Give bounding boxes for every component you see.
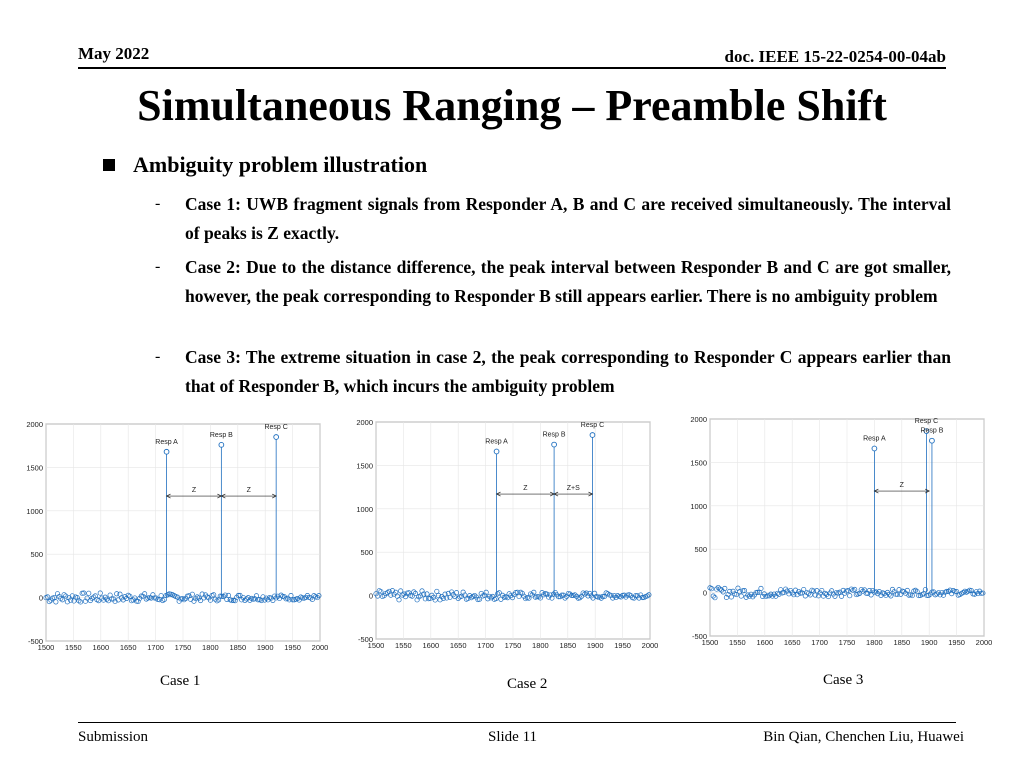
peak-label: Resp A [155,438,178,446]
x-tick-label: 1750 [838,638,856,647]
chart-case-2 [348,414,668,658]
x-tick-label: 1550 [65,643,82,652]
peak-marker [872,446,877,451]
case-1-text: Case 1: UWB fragment signals from Responder A, B and C are received simultaneously. The interval of peaks is Z exactly. [185,194,951,243]
peak-label: Resp B [542,431,566,439]
interval-label: Z+S [566,485,580,493]
footer-slide-number: Slide 11 [488,729,538,745]
y-tick-label: 500 [30,550,43,560]
peak-label: Resp C [914,418,939,426]
x-tick-label: 1800 [532,641,549,650]
interval-label: Z [899,482,904,490]
y-tick-label: 2000 [356,418,373,427]
x-tick-label: 1700 [147,643,164,652]
y-tick-label: -500 [691,632,707,641]
peak-label: Resp A [863,435,886,443]
x-tick-label: 1700 [811,638,828,647]
x-tick-label: 1800 [202,643,219,652]
caption-case-3: Case 3 [823,672,864,688]
case-2-dash: - [155,258,161,275]
case-3-text: Case 3: The extreme situation in case 2, the peak corresponding to Responder C appears earlier than that of Responder B, which incurs the ambiguity problem [185,347,951,396]
peak-label: Resp C [580,422,605,430]
y-tick-label: 500 [694,545,707,555]
case-2-text: Case 2: Due to the distance difference, the peak interval between Responder B and C are got smaller, however, the peak corresponding to Responder B still appears earlier. There is no ambiguity problem [185,257,951,306]
y-tick-label: 1500 [690,458,707,468]
peak-label: Resp B [920,427,944,435]
y-tick-label: 2000 [26,420,43,429]
x-tick-label: 2000 [641,641,659,650]
y-tick-label: -500 [27,637,43,646]
y-tick-label: 2000 [690,415,707,424]
peak-marker [590,433,595,438]
y-tick-label: 0 [368,591,373,601]
chart-case-1 [18,416,338,660]
x-tick-label: 1700 [477,641,494,650]
x-tick-label: 1900 [586,641,604,650]
x-tick-label: 2000 [975,638,993,647]
x-tick-label: 1550 [395,641,412,650]
footer-submission: Submission [78,729,149,745]
x-tick-label: 1750 [504,641,522,650]
y-tick-label: 0 [38,593,43,603]
bullet-item [103,152,427,178]
header-date: May 2022 [78,44,150,63]
x-tick-label: 1500 [37,643,55,652]
peak-marker [552,442,557,447]
x-tick-label: 1900 [256,643,274,652]
x-tick-label: 1950 [948,638,965,647]
chart-case-1-svg [18,416,338,660]
chart-case-3 [682,411,1002,655]
x-tick-label: 1800 [866,638,883,647]
x-tick-label: 1850 [229,643,247,652]
caption-case-2: Case 2 [507,676,548,692]
x-tick-label: 1600 [756,638,774,647]
x-tick-label: 1600 [92,643,110,652]
peak-label: Resp C [264,424,288,432]
peak-marker [494,449,499,454]
x-tick-label: 1550 [729,638,746,647]
interval-label: Z [246,487,251,495]
footer-authors: Bin Qian, Chenchen Liu, Huawei [763,729,964,745]
x-tick-label: 1650 [449,641,467,650]
square-bullet-icon [103,159,115,171]
x-tick-label: 2000 [311,643,329,652]
interval-label: Z [191,487,197,495]
x-tick-label: 1850 [559,641,577,650]
header-doc-id: doc. IEEE 15-22-0254-00-04ab [724,47,946,66]
case-3-dash: - [155,348,161,365]
y-tick-label: 500 [360,548,373,558]
y-tick-label: 1000 [690,501,707,511]
chart-case-3-svg [682,411,1002,655]
x-tick-label: 1850 [893,638,911,647]
peak-marker [219,442,224,447]
y-tick-label: 1000 [356,504,373,514]
x-tick-label: 1600 [422,641,440,650]
x-tick-label: 1950 [284,643,301,652]
peak-marker [164,449,169,454]
peak-marker [274,435,279,440]
x-tick-label: 1950 [614,641,631,650]
x-tick-label: 1650 [119,643,137,652]
y-tick-label: 1000 [26,506,43,516]
x-tick-label: 1500 [367,641,385,650]
interval-label: Z [523,485,528,493]
caption-case-1: Case 1 [160,673,201,689]
x-tick-label: 1750 [174,643,192,652]
y-tick-label: 0 [702,588,707,598]
case-1-dash: - [155,195,161,212]
peak-label: Resp B [209,431,233,439]
peak-marker [930,438,935,443]
x-tick-label: 1650 [783,638,801,647]
header-divider [78,67,946,69]
y-tick-label: 1500 [356,461,373,471]
y-tick-label: -500 [357,635,373,644]
peak-label: Resp A [485,438,508,446]
x-tick-label: 1500 [701,638,719,647]
chart-case-2-svg [348,414,668,658]
footer-divider [78,722,956,723]
x-tick-label: 1900 [920,638,938,647]
slide-title: Simultaneous Ranging – Preamble Shift [137,81,887,130]
bullet-text: Ambiguity problem illustration [133,152,428,177]
y-tick-label: 1500 [26,463,43,473]
